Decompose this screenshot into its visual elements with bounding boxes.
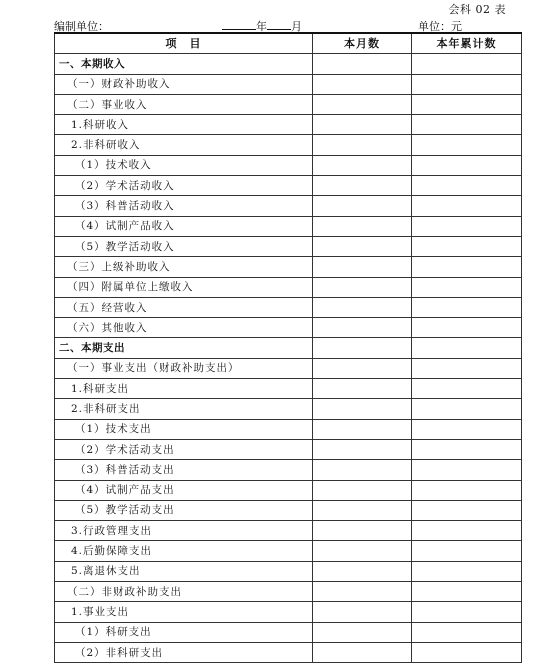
year-to-date-cell[interactable] xyxy=(412,277,522,297)
row-item-label: （一）财政补助收入 xyxy=(55,74,313,94)
table-row xyxy=(55,602,522,622)
table-row xyxy=(55,358,522,378)
month-label: 月 xyxy=(291,20,302,33)
year-to-date-cell[interactable] xyxy=(412,338,522,358)
table-row xyxy=(55,297,522,317)
year-to-date-cell[interactable] xyxy=(412,358,522,378)
current-month-cell[interactable] xyxy=(313,500,412,520)
report-meta xyxy=(54,18,520,32)
current-month-cell[interactable] xyxy=(313,460,412,480)
row-item-label: （五）经营收入 xyxy=(55,297,313,317)
currency-unit: 单位：元 xyxy=(418,20,462,33)
table-row xyxy=(55,196,522,216)
row-item-label: （六）其他收入 xyxy=(55,318,313,338)
year-to-date-cell[interactable] xyxy=(412,257,522,277)
current-month-cell[interactable] xyxy=(313,196,412,216)
current-month-cell[interactable] xyxy=(313,642,412,662)
row-item-label: （二）事业收入 xyxy=(55,94,313,114)
row-item-label: 1.科研收入 xyxy=(55,115,313,135)
row-item-label: （1）技术支出 xyxy=(55,419,313,439)
year-label: 年 xyxy=(256,20,267,33)
year-to-date-cell[interactable] xyxy=(412,480,522,500)
year-to-date-cell[interactable] xyxy=(412,622,522,642)
current-month-cell[interactable] xyxy=(313,561,412,581)
row-item-label: 1.科研支出 xyxy=(55,379,313,399)
year-to-date-cell[interactable] xyxy=(412,419,522,439)
row-item-label: （1）科研支出 xyxy=(55,622,313,642)
current-month-cell[interactable] xyxy=(313,277,412,297)
table-row xyxy=(55,277,522,297)
current-month-cell[interactable] xyxy=(313,379,412,399)
row-item-label: 2.非科研支出 xyxy=(55,399,313,419)
year-to-date-cell[interactable] xyxy=(412,439,522,459)
prepared-by-label: 编制单位： xyxy=(54,20,109,33)
row-item-label: （4）试制产品支出 xyxy=(55,480,313,500)
year-to-date-cell[interactable] xyxy=(412,642,522,662)
current-month-cell[interactable] xyxy=(313,155,412,175)
table-row xyxy=(55,257,522,277)
table-row xyxy=(55,216,522,236)
current-month-cell[interactable] xyxy=(313,176,412,196)
current-month-cell[interactable] xyxy=(313,318,412,338)
table-row xyxy=(55,439,522,459)
year-blank[interactable] xyxy=(222,19,256,30)
year-to-date-cell[interactable] xyxy=(412,561,522,581)
current-month-cell[interactable] xyxy=(313,115,412,135)
table-row xyxy=(55,460,522,480)
current-month-cell[interactable] xyxy=(313,602,412,622)
year-to-date-cell[interactable] xyxy=(412,155,522,175)
column-header-current-month: 本月数 xyxy=(313,33,412,54)
row-item-label: （5）教学活动支出 xyxy=(55,500,313,520)
year-to-date-cell[interactable] xyxy=(412,541,522,561)
row-item-label: （1）技术收入 xyxy=(55,155,313,175)
row-item-label: 二、本期支出 xyxy=(55,338,313,358)
table-row xyxy=(55,419,522,439)
row-item-label: （2）非科研支出 xyxy=(55,642,313,662)
current-month-cell[interactable] xyxy=(313,94,412,114)
table-row xyxy=(55,236,522,256)
current-month-cell[interactable] xyxy=(313,216,412,236)
year-to-date-cell[interactable] xyxy=(412,500,522,520)
row-item-label: （三）上级补助收入 xyxy=(55,257,313,277)
current-month-cell[interactable] xyxy=(313,74,412,94)
current-month-cell[interactable] xyxy=(313,541,412,561)
table-row xyxy=(55,379,522,399)
year-to-date-cell[interactable] xyxy=(412,74,522,94)
current-month-cell[interactable] xyxy=(313,236,412,256)
row-item-label: 一、本期收入 xyxy=(55,54,313,74)
table-row xyxy=(55,94,522,114)
row-item-label: （3）科普活动收入 xyxy=(55,196,313,216)
table-body xyxy=(55,54,522,663)
year-to-date-cell[interactable] xyxy=(412,54,522,74)
current-month-cell[interactable] xyxy=(313,582,412,602)
year-to-date-cell[interactable] xyxy=(412,297,522,317)
year-to-date-cell[interactable] xyxy=(412,94,522,114)
table-row xyxy=(55,622,522,642)
row-item-label: 3.行政管理支出 xyxy=(55,521,313,541)
table-row xyxy=(55,74,522,94)
year-to-date-cell[interactable] xyxy=(412,196,522,216)
row-item-label: （一）事业支出（财政补助支出） xyxy=(55,358,313,378)
table-row xyxy=(55,176,522,196)
table-row xyxy=(55,54,522,74)
row-item-label: （3）科普活动支出 xyxy=(55,460,313,480)
form-code: 会科 02 表 xyxy=(448,3,506,16)
current-month-cell[interactable] xyxy=(313,135,412,155)
current-month-cell[interactable] xyxy=(313,297,412,317)
row-item-label: （2）学术活动支出 xyxy=(55,439,313,459)
current-month-cell[interactable] xyxy=(313,54,412,74)
row-item-label: 4.后勤保障支出 xyxy=(55,541,313,561)
row-item-label: （2）学术活动收入 xyxy=(55,176,313,196)
year-to-date-cell[interactable] xyxy=(412,318,522,338)
table-row xyxy=(55,135,522,155)
table-row xyxy=(55,561,522,581)
current-month-cell[interactable] xyxy=(313,257,412,277)
table-row xyxy=(55,338,522,358)
year-to-date-cell[interactable] xyxy=(412,115,522,135)
year-to-date-cell[interactable] xyxy=(412,460,522,480)
current-month-cell[interactable] xyxy=(313,439,412,459)
row-item-label: （四）附属单位上缴收入 xyxy=(55,277,313,297)
current-month-cell[interactable] xyxy=(313,338,412,358)
income-expense-table xyxy=(54,32,522,663)
current-month-cell[interactable] xyxy=(313,399,412,419)
year-to-date-cell[interactable] xyxy=(412,582,522,602)
row-item-label: 1.事业支出 xyxy=(55,602,313,622)
table-row xyxy=(55,521,522,541)
year-to-date-cell[interactable] xyxy=(412,135,522,155)
year-to-date-cell[interactable] xyxy=(412,399,522,419)
table-row xyxy=(55,155,522,175)
year-to-date-cell[interactable] xyxy=(412,176,522,196)
year-to-date-cell[interactable] xyxy=(412,236,522,256)
row-item-label: 5.离退休支出 xyxy=(55,561,313,581)
table-row xyxy=(55,642,522,662)
table-header-row xyxy=(55,33,522,54)
year-to-date-cell[interactable] xyxy=(412,216,522,236)
table-row xyxy=(55,582,522,602)
table-row xyxy=(55,480,522,500)
month-blank[interactable] xyxy=(267,19,291,30)
year-to-date-cell[interactable] xyxy=(412,602,522,622)
current-month-cell[interactable] xyxy=(313,622,412,642)
table-row xyxy=(55,115,522,135)
row-item-label: （二）非财政补助支出 xyxy=(55,582,313,602)
year-to-date-cell[interactable] xyxy=(412,521,522,541)
table-row xyxy=(55,399,522,419)
column-header-item: 项 目 xyxy=(55,33,313,54)
table-row xyxy=(55,541,522,561)
row-item-label: （5）教学活动收入 xyxy=(55,236,313,256)
row-item-label: （4）试制产品收入 xyxy=(55,216,313,236)
current-month-cell[interactable] xyxy=(313,521,412,541)
table-row xyxy=(55,318,522,338)
column-header-year-to-date: 本年累计数 xyxy=(412,33,522,54)
current-month-cell[interactable] xyxy=(313,419,412,439)
row-item-label: 2.非科研收入 xyxy=(55,135,313,155)
current-month-cell[interactable] xyxy=(313,480,412,500)
table-row xyxy=(55,500,522,520)
year-to-date-cell[interactable] xyxy=(412,379,522,399)
current-month-cell[interactable] xyxy=(313,358,412,378)
